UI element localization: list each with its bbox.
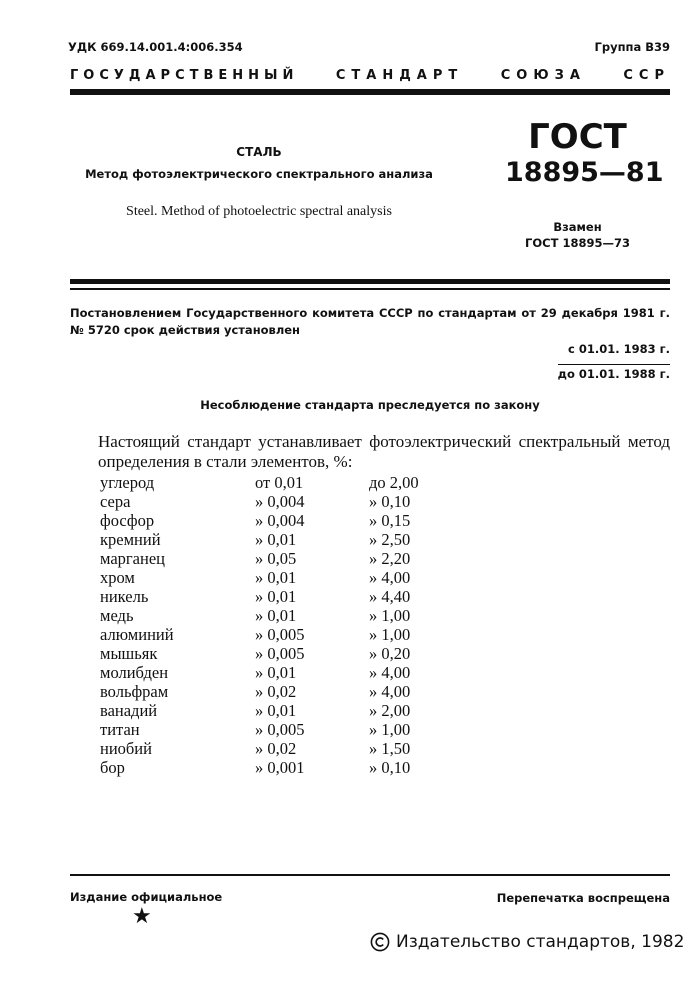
range-from: » 0,02 xyxy=(255,682,297,701)
element-name: фосфор xyxy=(100,511,155,530)
valid-to-date: до 01.01. 1988 г. xyxy=(558,364,670,381)
header-rule xyxy=(70,89,670,95)
range-to: » 0,10 xyxy=(369,758,411,777)
banner-word: ГОСУДАРСТВЕННЫЙ xyxy=(70,68,299,83)
range-to: » 0,20 xyxy=(369,644,411,663)
publisher-line xyxy=(370,932,684,952)
range-from: » 0,01 xyxy=(255,701,297,720)
document-title-en: Steel. Method of photoelectric spectral analysis xyxy=(126,204,392,219)
valid-from-date: с 01.01. 1983 г. xyxy=(568,342,670,356)
range-from: от 0,01 xyxy=(255,473,304,492)
element-range xyxy=(255,568,410,587)
element-name: сера xyxy=(100,492,131,511)
element-name: медь xyxy=(100,606,134,625)
element-name: алюминий xyxy=(100,625,174,644)
range-from: » 0,01 xyxy=(255,530,297,549)
element-range xyxy=(255,473,419,492)
element-range xyxy=(255,739,410,758)
range-from: » 0,01 xyxy=(255,663,297,682)
element-range xyxy=(255,492,410,511)
standard-number: 18895—81 xyxy=(505,157,664,188)
element-name: бор xyxy=(100,758,125,777)
range-from: » 0,01 xyxy=(255,568,297,587)
element-range xyxy=(255,625,410,644)
range-to: » 0,10 xyxy=(369,492,411,511)
replaces-label: Взамен xyxy=(553,220,602,234)
range-to: » 1,00 xyxy=(369,606,411,625)
range-to: » 1,50 xyxy=(369,739,411,758)
section-rule xyxy=(70,279,670,284)
range-from: » 0,004 xyxy=(255,511,305,530)
element-name: ниобий xyxy=(100,739,152,758)
reprint-prohibited-label: Перепечатка воспрещена xyxy=(496,891,670,905)
banner-word: СТАНДАРТ xyxy=(335,68,464,83)
range-to: » 2,50 xyxy=(369,530,411,549)
banner-word: СОЮЗА xyxy=(500,68,586,83)
banner-word: ССР xyxy=(623,68,670,83)
footer-rule xyxy=(70,874,670,876)
range-to: » 4,00 xyxy=(369,663,411,682)
range-from: » 0,05 xyxy=(255,549,297,568)
range-to: » 4,40 xyxy=(369,587,411,606)
decree-text: Постановлением Государственного комитета СССР по стандартам от 29 декабря 1981 г. № 5720 срок действия установлен xyxy=(70,306,670,337)
element-range xyxy=(255,682,410,701)
range-to: » 0,15 xyxy=(369,511,411,530)
range-to: » 4,00 xyxy=(369,682,411,701)
element-name: кремний xyxy=(100,530,161,549)
element-name: мышьяк xyxy=(100,644,158,663)
publisher-text: Издательство стандартов, 1982 xyxy=(396,932,685,952)
group-code: Группа В39 xyxy=(594,40,670,54)
element-name: хром xyxy=(100,568,135,587)
element-range xyxy=(255,758,410,777)
element-range xyxy=(255,511,410,530)
replaced-standard: ГОСТ 18895—73 xyxy=(525,236,630,250)
element-name: молибден xyxy=(100,663,169,682)
element-range xyxy=(255,606,410,625)
range-from: » 0,001 xyxy=(255,758,305,777)
range-to: » 1,00 xyxy=(369,625,411,644)
range-to: » 4,00 xyxy=(369,568,411,587)
copyright-icon xyxy=(370,932,390,952)
legal-warning: Несоблюдение стандарта преследуется по закону xyxy=(200,398,540,412)
range-from: » 0,005 xyxy=(255,644,305,663)
range-from: » 0,02 xyxy=(255,739,297,758)
range-to: » 1,00 xyxy=(369,720,411,739)
standard-prefix: ГОСТ xyxy=(528,117,627,157)
element-range xyxy=(255,530,410,549)
element-name: углерод xyxy=(100,473,155,492)
element-range xyxy=(255,549,410,568)
element-name: титан xyxy=(100,720,140,739)
element-range xyxy=(255,644,410,663)
element-name: вольфрам xyxy=(100,682,169,701)
section-rule-thin xyxy=(70,288,670,290)
element-name: никель xyxy=(100,587,149,606)
element-range xyxy=(255,587,410,606)
document-title-ru: СТАЛЬ xyxy=(236,145,282,159)
star-icon: ★ xyxy=(132,904,152,929)
document-subtitle-ru: Метод фотоэлектрического спектрального анализа xyxy=(85,167,433,181)
range-from: » 0,005 xyxy=(255,720,305,739)
range-to: до 2,00 xyxy=(369,473,419,492)
element-name: ванадий xyxy=(100,701,158,720)
udk-code: УДК 669.14.001.4:006.354 xyxy=(68,40,243,54)
range-from: » 0,004 xyxy=(255,492,305,511)
range-to: » 2,20 xyxy=(369,549,411,568)
range-from: » 0,01 xyxy=(255,606,297,625)
element-range xyxy=(255,720,410,739)
intro-paragraph: Настоящий стандарт устанавливает фотоэлектрический спектральный метод определения в стали элементов, %: xyxy=(98,432,670,471)
range-from: » 0,01 xyxy=(255,587,297,606)
official-edition-label: Издание официальное xyxy=(70,890,223,904)
range-from: » 0,005 xyxy=(255,625,305,644)
state-standard-banner xyxy=(70,68,670,83)
element-range xyxy=(255,701,410,720)
range-to: » 2,00 xyxy=(369,701,411,720)
element-range xyxy=(255,663,410,682)
element-name: марганец xyxy=(100,549,165,568)
